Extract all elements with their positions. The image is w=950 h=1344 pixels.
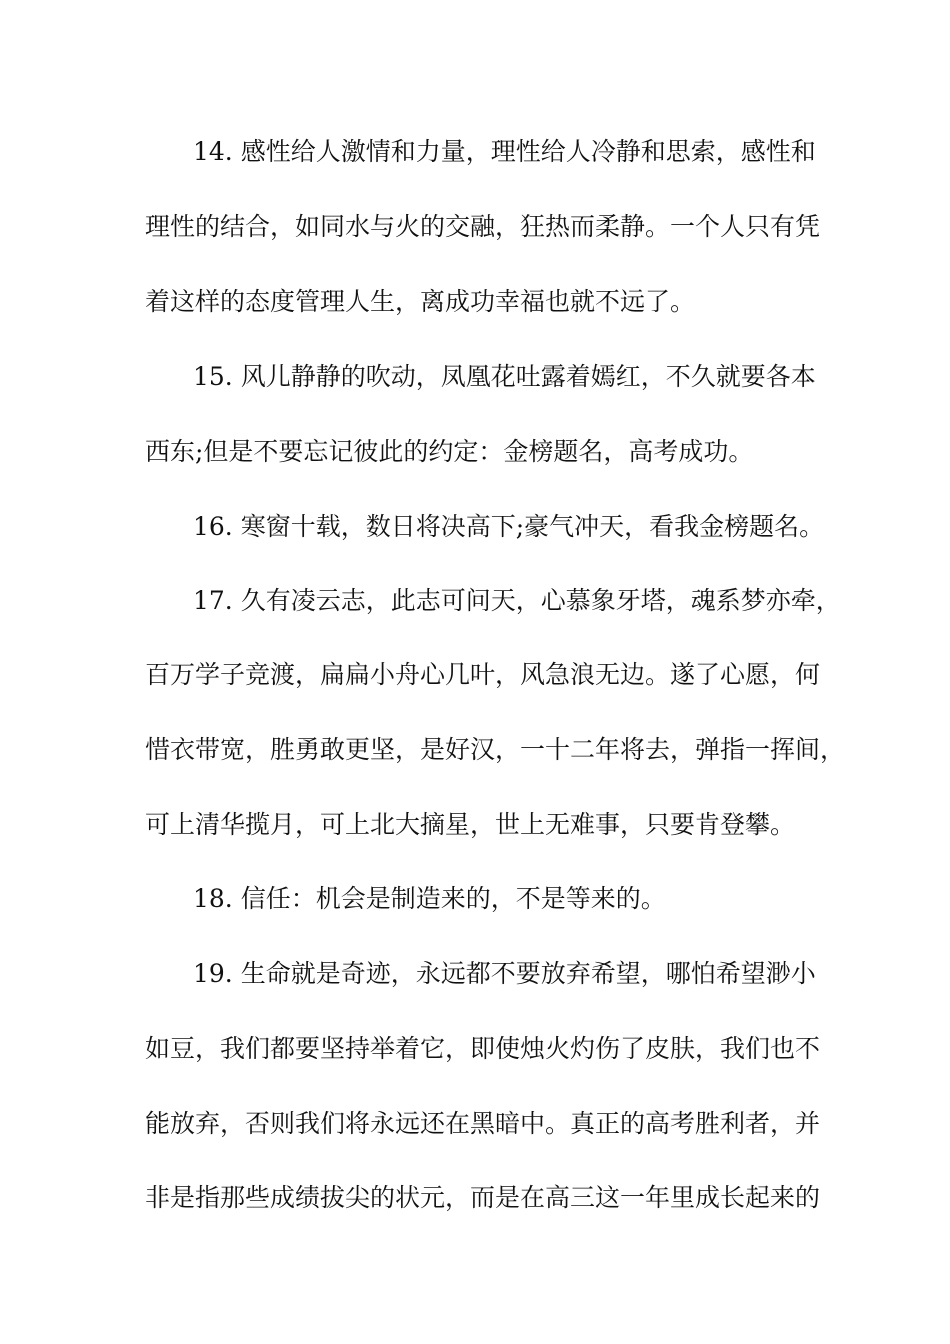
paragraph-19-line-3: 能放弃，否则我们将永远还在黑暗中。真正的高考胜利者，并 bbox=[145, 1109, 821, 1138]
paragraph-17-line-4: 可上清华揽月，可上北大摘星，世上无难事，只要肯登攀。 bbox=[145, 810, 796, 839]
paragraph-17-line-2: 百万学子竞渡，扁扁小舟心几叶，风急浪无边。遂了心愿，何 bbox=[145, 660, 821, 689]
paragraph-19-line-1: 19. 生命就是奇迹，永远都不要放弃希望，哪怕希望渺小 bbox=[193, 959, 816, 988]
paragraph-14-line-2: 理性的结合，如同水与火的交融，狂热而柔静。一个人只有凭 bbox=[145, 212, 821, 241]
paragraph-16-line-1: 16. 寒窗十载，数日将决高下;豪气冲天，看我金榜题名。 bbox=[193, 512, 825, 541]
paragraph-18-line-1: 18. 信任：机会是制造来的，不是等来的。 bbox=[193, 884, 666, 913]
paragraph-19-line-4: 非是指那些成绩拔尖的状元，而是在高三这一年里成长起来的 bbox=[145, 1183, 821, 1212]
paragraph-17-line-1: 17. 久有凌云志，此志可问天，心慕象牙塔，魂系梦亦牵， bbox=[193, 586, 841, 615]
paragraph-19-line-2: 如豆，我们都要坚持举着它，即使烛火灼伤了皮肤，我们也不 bbox=[145, 1034, 821, 1063]
paragraph-15-line-2: 西东;但是不要忘记彼此的约定：金榜题名，高考成功。 bbox=[145, 437, 754, 466]
paragraph-14-line-3: 着这样的态度管理人生，离成功幸福也就不远了。 bbox=[145, 287, 696, 316]
paragraph-15-line-1: 15. 风儿静静的吹动，凤凰花吐露着嫣红，不久就要各本 bbox=[193, 362, 816, 391]
paragraph-14-line-1: 14. 感性给人激情和力量，理性给人冷静和思索，感性和 bbox=[193, 137, 816, 166]
paragraph-17-line-3: 惜衣带宽，胜勇敢更坚，是好汉，一十二年将去，弹指一挥间， bbox=[145, 735, 846, 764]
